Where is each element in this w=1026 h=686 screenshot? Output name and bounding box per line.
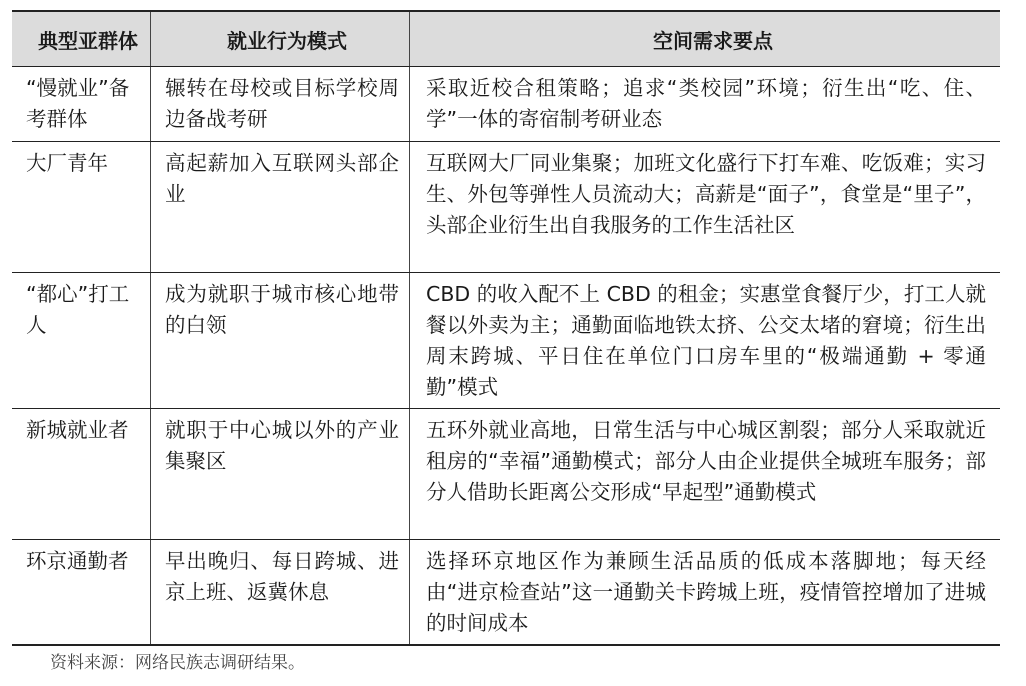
cell-behavior: 辗转在母校或目标学校周边备战考研 xyxy=(151,67,410,142)
cell-needs: CBD 的收入配不上 CBD 的租金；实惠堂食餐厅少，打工人就餐以外卖为主；通勤面临地铁太挤、公交太堵的窘境；衍生出周末跨城、平日住在单位门口房车里的“极端通勤 + 零通勤”模式 xyxy=(410,273,1001,409)
subgroup-table xyxy=(12,10,1000,646)
cell-needs: 五环外就业高地，日常生活与中心城区割裂；部分人采取就近租房的“幸福”通勤模式；部分人由企业提供全城班车服务；部分人借助长距离公交形成“早起型”通勤模式 xyxy=(410,409,1001,540)
table-body xyxy=(12,67,1000,646)
cell-behavior: 早出晚归、每日跨城、进京上班、返冀休息 xyxy=(151,540,410,646)
cell-needs: 选择环京地区作为兼顾生活品质的低成本落脚地；每天经由“进京检查站”这一通勤关卡跨城上班，疫情管控增加了进城的时间成本 xyxy=(410,540,1001,646)
table-row xyxy=(12,540,1000,646)
cell-needs: 互联网大厂同业集聚；加班文化盛行下打车难、吃饭难；实习生、外包等弹性人员流动大；高薪是“面子”，食堂是“里子”，头部企业衍生出自我服务的工作生活社区 xyxy=(410,142,1001,273)
cell-subgroup: “慢就业”备考群体 xyxy=(12,67,151,142)
cell-subgroup: 大厂青年 xyxy=(12,142,151,273)
source-footnote: 资料来源：网络民族志调研结果。 xyxy=(50,653,305,673)
header-spatial-needs: 空间需求要点 xyxy=(410,11,1001,67)
cell-needs: 采取近校合租策略；追求“类校园”环境；衍生出“吃、住、学”一体的寄宿制考研业态 xyxy=(410,67,1001,142)
header-subgroup: 典型亚群体 xyxy=(12,11,151,67)
table-header xyxy=(12,11,1000,67)
header-employment-behavior: 就业行为模式 xyxy=(151,11,410,67)
cell-subgroup: 环京通勤者 xyxy=(12,540,151,646)
header-row xyxy=(12,11,1000,67)
cell-behavior: 就职于中心城以外的产业集聚区 xyxy=(151,409,410,540)
table-row xyxy=(12,409,1000,540)
table-row xyxy=(12,67,1000,142)
cell-behavior: 成为就职于城市核心地带的白领 xyxy=(151,273,410,409)
cell-subgroup: “都心”打工人 xyxy=(12,273,151,409)
cell-subgroup: 新城就业者 xyxy=(12,409,151,540)
table-row xyxy=(12,273,1000,409)
cell-behavior: 高起薪加入互联网头部企业 xyxy=(151,142,410,273)
table-row xyxy=(12,142,1000,273)
subgroup-table-container xyxy=(12,10,1000,646)
